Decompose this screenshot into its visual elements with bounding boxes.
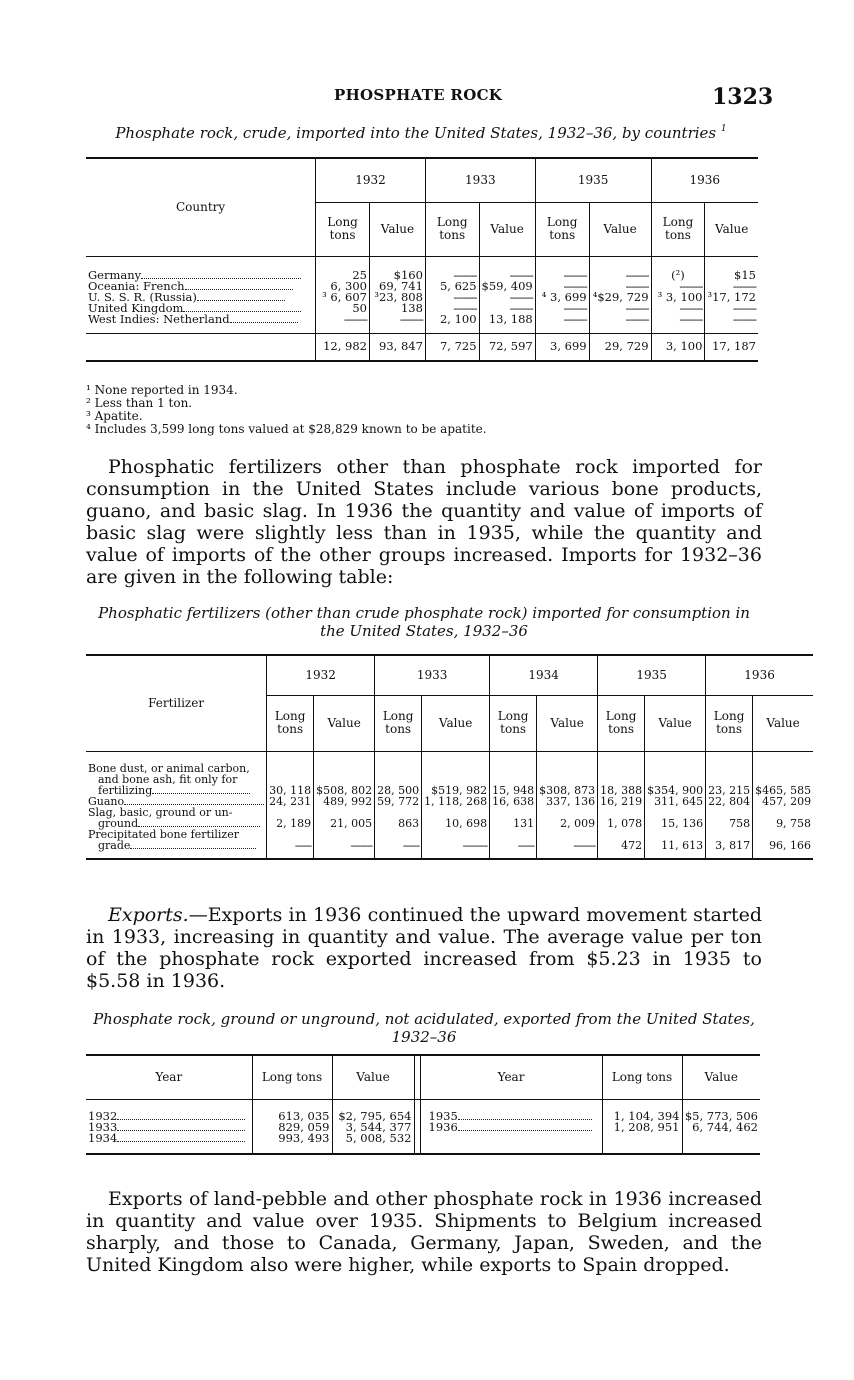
total-cell: 17, 187 — [705, 333, 758, 361]
footnote: ³ Apatite. — [86, 409, 143, 423]
cell: -------- — [705, 314, 758, 325]
row-label: Germany — [88, 268, 142, 282]
cell: 3, 817 — [706, 829, 753, 851]
cell: 138 — [369, 303, 425, 314]
value-header: Value — [369, 202, 425, 256]
long-tons-header: Long tons — [267, 695, 314, 751]
long-tons-header: Long tons — [375, 695, 422, 751]
page-number: 1323 — [712, 84, 774, 110]
row-label: Oceania: French — [88, 279, 185, 293]
table-row — [86, 829, 813, 851]
cell: -------- — [535, 270, 589, 281]
cell: 6, 300 — [316, 281, 370, 292]
row-label — [86, 807, 267, 829]
long-tons-header: Long tons — [602, 1055, 682, 1099]
long-tons-header: Long tons — [598, 695, 645, 751]
year-header: 1932 — [316, 158, 426, 202]
cell: $508, 802 — [314, 763, 375, 796]
value-header: Value — [705, 202, 758, 256]
cell: 21, 005 — [314, 807, 375, 829]
table-row — [86, 314, 758, 325]
cell: 2, 009 — [537, 807, 598, 829]
cell: -------- — [425, 292, 479, 303]
year-header: 1935 — [598, 655, 706, 695]
cell: ³ 3, 100 — [651, 292, 705, 303]
year-header: Year — [420, 1055, 602, 1099]
total-cell: 93, 847 — [369, 333, 425, 361]
cell: 131 — [490, 807, 537, 829]
table3-caption — [86, 1010, 762, 1046]
footnote: ¹ None reported in 1934. — [86, 383, 238, 397]
caption-line: the United States, 1932–36 — [320, 622, 528, 640]
value-header: Value — [537, 695, 598, 751]
cell: 863 — [375, 807, 422, 829]
total-cell: 3, 699 — [535, 333, 589, 361]
totals-row — [86, 333, 758, 361]
year-header: 1933 — [425, 158, 535, 202]
year-header: 1932 — [267, 655, 375, 695]
cell: ⁴ 3, 699 — [535, 292, 589, 303]
cell: ³23, 808 — [369, 292, 425, 303]
total-cell: 7, 725 — [425, 333, 479, 361]
country-header: Country — [86, 158, 316, 256]
cell: 59, 772 — [375, 796, 422, 807]
cell: -------- — [589, 270, 651, 281]
cell: -------- — [425, 303, 479, 314]
label-line: and bone ash, fit only for — [98, 773, 238, 786]
label-line: ground — [98, 817, 139, 830]
caption-line: Phosphatic fertilizers (other than crude phosphate rock) imported for consumption in — [98, 604, 750, 622]
year-header: 1936 — [651, 158, 758, 202]
cell: 489, 992 — [314, 796, 375, 807]
cell: 3, 544, 377 — [332, 1122, 414, 1133]
row-label: 1934 — [88, 1131, 118, 1145]
cell: $308, 873 — [537, 763, 598, 796]
cell: $2, 795, 654 — [332, 1111, 414, 1122]
row-label: 1936 — [428, 1120, 458, 1134]
table2-caption — [86, 604, 762, 640]
cell: 10, 698 — [422, 807, 490, 829]
cell: 11, 613 — [645, 829, 706, 851]
cell: 15, 948 — [490, 763, 537, 796]
caption-line: 1932–36 — [391, 1028, 457, 1046]
table1-caption: Phosphate rock, crude, imported into the United States, 1932–36, by countries $^1$ — [115, 124, 727, 142]
total-cell: 29, 729 — [589, 333, 651, 361]
label-line: Bone dust, or animal carbon, — [88, 762, 250, 775]
value-header: Value — [479, 202, 535, 256]
cell: -------- — [535, 303, 589, 314]
value-header: Value — [332, 1055, 414, 1099]
cell: 5, 008, 532 — [332, 1133, 414, 1144]
cell: $5, 773, 506 — [682, 1111, 760, 1122]
cell: -------- — [537, 829, 598, 851]
footnote: ² Less than 1 ton. — [86, 396, 193, 410]
cell: -------- — [589, 303, 651, 314]
label-line: Precipitated bone fertilizer — [88, 828, 239, 841]
label-line: fertilizing — [98, 784, 153, 797]
value-header: Value — [422, 695, 490, 751]
cell: 337, 136 — [537, 796, 598, 807]
table1 — [86, 157, 758, 362]
cell: 15, 136 — [645, 807, 706, 829]
cell: 2, 100 — [425, 314, 479, 325]
running-title: PHOSPHATE ROCK — [334, 86, 503, 104]
cell: 472 — [598, 829, 645, 851]
caption-line: Phosphate rock, ground or unground, not acidulated, exported from the United States, — [93, 1010, 755, 1028]
cell: -------- — [314, 829, 375, 851]
row-label: 1935 — [428, 1109, 458, 1123]
cell: $59, 409 — [479, 281, 535, 292]
cell: 16, 638 — [490, 796, 537, 807]
cell: 18, 388 — [598, 763, 645, 796]
footnote: ⁴ Includes 3,599 long tons valued at $28,829 known to be apatite. — [86, 422, 487, 436]
cell: --------- — [422, 829, 490, 851]
cell: -------- — [651, 314, 705, 325]
row-label: 1933 — [88, 1120, 118, 1134]
row-label — [86, 763, 267, 796]
cell: -------- — [369, 314, 425, 325]
cell: -------- — [651, 303, 705, 314]
cell: (²) — [651, 270, 705, 281]
cell: 50 — [316, 303, 370, 314]
cell: $15 — [705, 270, 758, 281]
cell: -------- — [705, 281, 758, 292]
row-label: Guano — [88, 795, 125, 808]
total-cell: 12, 982 — [316, 333, 370, 361]
long-tons-header: Long tons — [490, 695, 537, 751]
row-label: West Indies: Netherland — [88, 312, 230, 326]
table-row — [86, 1122, 760, 1133]
label-line: grade — [98, 839, 131, 852]
cell: -------- — [316, 314, 370, 325]
cell: 1, 104, 394 — [602, 1111, 682, 1122]
cell: 28, 500 — [375, 763, 422, 796]
table-row — [86, 807, 813, 829]
year-header: Year — [86, 1055, 252, 1099]
cell: 69, 741 — [369, 281, 425, 292]
cell: 13, 188 — [479, 314, 535, 325]
cell: -------- — [535, 314, 589, 325]
cell: $160 — [369, 270, 425, 281]
cell: 9, 758 — [753, 807, 813, 829]
exports-paragraph — [86, 904, 762, 992]
cell: 6, 744, 462 — [682, 1122, 760, 1133]
long-tons-header: Long tons — [252, 1055, 332, 1099]
long-tons-header: Long tons — [706, 695, 753, 751]
cell: ------ — [490, 829, 537, 851]
year-header: 1935 — [535, 158, 651, 202]
year-header: 1936 — [706, 655, 813, 695]
value-header: Value — [589, 202, 651, 256]
long-tons-header: Long tons — [316, 202, 370, 256]
cell: -------- — [479, 303, 535, 314]
cell: 758 — [706, 807, 753, 829]
cell: $519, 982 — [422, 763, 490, 796]
cell: 1, 078 — [598, 807, 645, 829]
cell: 5, 625 — [425, 281, 479, 292]
cell: $354, 900 — [645, 763, 706, 796]
cell: 30, 118 — [267, 763, 314, 796]
table-row — [86, 763, 813, 796]
cell: ³ 6, 607 — [316, 292, 370, 303]
row-label: United Kingdom — [88, 301, 184, 315]
cell: 16, 219 — [598, 796, 645, 807]
long-tons-header: Long tons — [425, 202, 479, 256]
total-cell: 3, 100 — [651, 333, 705, 361]
value-header: Value — [314, 695, 375, 751]
row-label — [86, 829, 267, 851]
cell: -------- — [479, 270, 535, 281]
table3 — [86, 1054, 760, 1155]
year-header: 1934 — [490, 655, 598, 695]
fertilizer-header: Fertilizer — [86, 655, 267, 751]
cell: -------- — [589, 314, 651, 325]
total-cell: 72, 597 — [479, 333, 535, 361]
cell: 993, 493 — [252, 1133, 332, 1144]
cell: 613, 035 — [252, 1111, 332, 1122]
cell: -------- — [479, 292, 535, 303]
cell: 1, 208, 951 — [602, 1122, 682, 1133]
cell: ------ — [267, 829, 314, 851]
body-paragraph: Exports of land-pebble and other phosphate rock in 1936 increased in quantity and value over 1935. Shipments to Belgium increased sharply, and those to Canada, Germany, Japan, Sweden, and the United Kingdom also were higher, while exports to Spain dropped. — [86, 1188, 762, 1276]
long-tons-header: Long tons — [535, 202, 589, 256]
row-label: 1932 — [88, 1109, 118, 1123]
long-tons-header: Long tons — [651, 202, 705, 256]
cell: 25 — [316, 270, 370, 281]
table-row — [86, 1133, 760, 1144]
exports-lead: Exports. — [108, 904, 189, 926]
cell: $465, 585 — [753, 763, 813, 796]
cell: -------- — [425, 270, 479, 281]
year-header: 1933 — [375, 655, 490, 695]
cell: 457, 209 — [753, 796, 813, 807]
cell: 829, 059 — [252, 1122, 332, 1133]
body-paragraph: Phosphatic fertilizers other than phosphate rock imported for consumption in the United States include various bone products, guano, and basic slag. In 1936 the quantity and value of imports of basic slag were slightly less than in 1935, while the quantity and value of imports of the other groups increased. Imports for 1932–36 are given in the following table: — [86, 456, 762, 588]
cell: 1, 118, 268 — [422, 796, 490, 807]
label-line: Slag, basic, ground or un- — [88, 806, 233, 819]
value-header: Value — [682, 1055, 760, 1099]
cell: 24, 231 — [267, 796, 314, 807]
cell: -------- — [535, 281, 589, 292]
footnotes — [86, 384, 686, 436]
cell: -------- — [705, 303, 758, 314]
cell: ³17, 172 — [705, 292, 758, 303]
value-header: Value — [753, 695, 813, 751]
cell: -------- — [651, 281, 705, 292]
cell: ------ — [375, 829, 422, 851]
exports-text: —Exports in 1936 continued the upward movement started in 1933, increasing in quantity and value. The average value per ton of the phosphate rock exported increased from $5.23 in 1935 to $5.58 in 1936. — [86, 904, 762, 992]
row-label: U. S. S. R. (Russia) — [88, 290, 197, 304]
cell: 2, 189 — [267, 807, 314, 829]
cell: 311, 645 — [645, 796, 706, 807]
cell: 96, 166 — [753, 829, 813, 851]
cell: 22, 804 — [706, 796, 753, 807]
table2 — [86, 654, 813, 860]
cell: ⁴$29, 729 — [589, 292, 651, 303]
cell: 23, 215 — [706, 763, 753, 796]
value-header: Value — [645, 695, 706, 751]
cell: -------- — [589, 281, 651, 292]
